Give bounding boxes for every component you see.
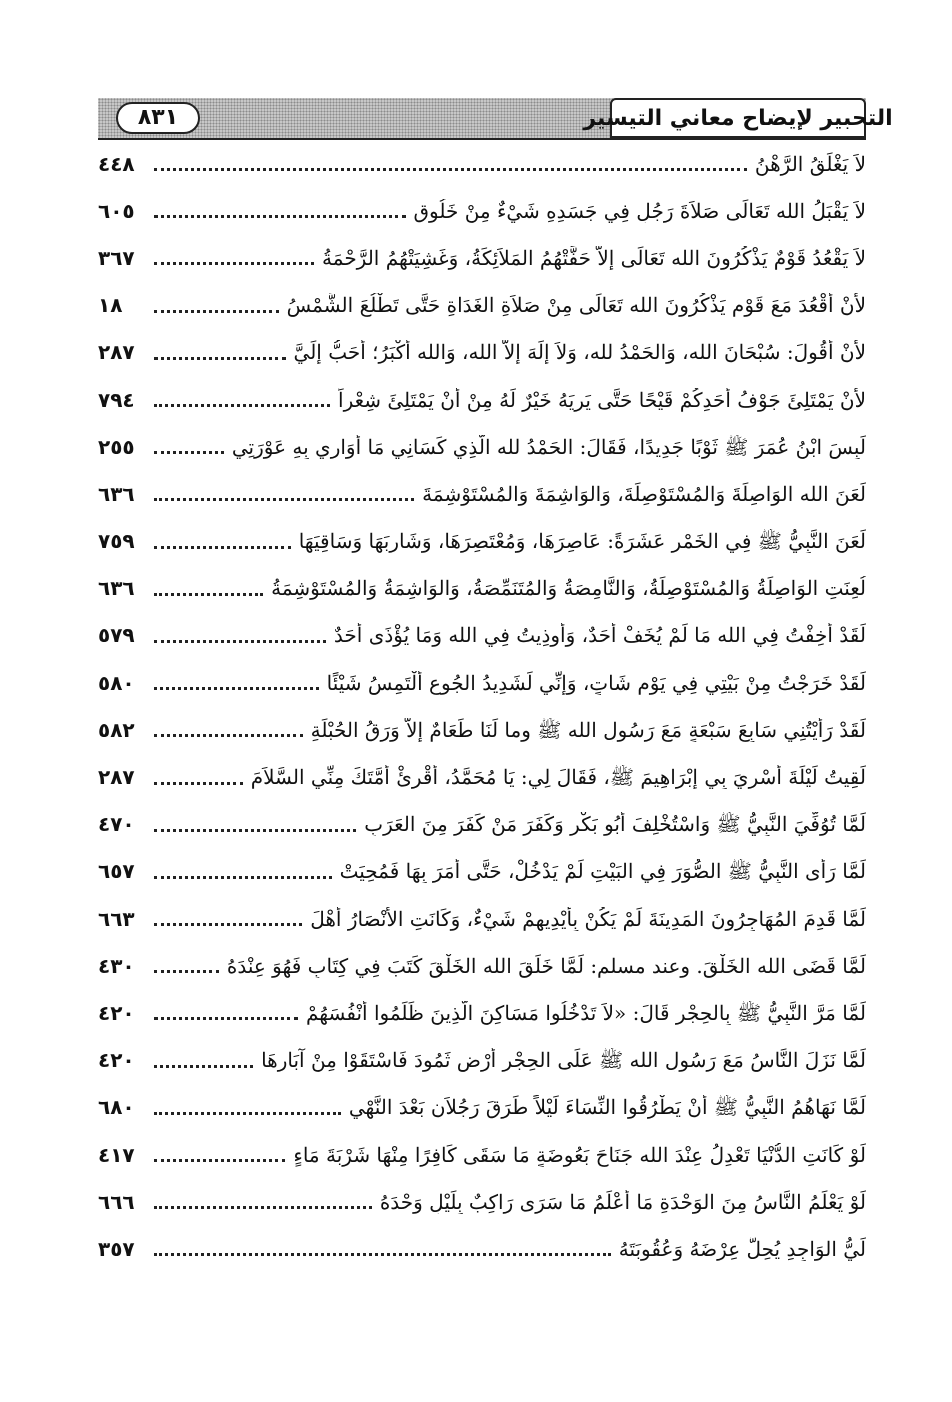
leader-dots: [154, 1112, 341, 1115]
entry-page: ٢٨٧: [98, 765, 135, 790]
entry-page: ٦٥٧: [98, 859, 135, 884]
leader-dots: [154, 970, 219, 973]
entry-text: لأَنْ أَقُولَ: سُبْحَانَ الله، وَالحَمْدُ لله، وَلاَ إِلَهَ إِلاَّ الله، وَالله أَكْبَرُ؛ أَحَبُّ إِلَيَّ: [293, 340, 866, 365]
index-entry: [98, 801, 866, 848]
entry-text: لَمَّا نَهَاهُمُ النَّبِيُّ ﷺ أَنْ يَطْرُقُوا النِّسَاءَ لَيْلاً طَرَقَ رَجُلاَنِ بَعْدَ النَّهْيِ: [348, 1095, 866, 1120]
leader-dots: [154, 1017, 298, 1020]
entry-page: ٤٢٠: [98, 1048, 135, 1073]
index-entry: [98, 659, 866, 706]
entry-text: لَقَدْ خَرَجْتُ مِنْ بَيْتِي فِي يَوْمٍ شَاتٍ، وَإِنِّي لَشَدِيدُ الجُوعِ أَلْتَمِسُ شَيْئًا: [326, 670, 866, 695]
entry-text: لَقَدْ أُخِفْتُ فِي الله مَا لَمْ يُخَفْ أَحَدٌ، وَأُوذِيتُ فِي الله وَمَا يُؤْذَى أَحَدٌ: [333, 623, 866, 648]
entry-text: لُعِنَتِ الوَاصِلَةُ وَالمُسْتَوْصِلَةُ، وَالنَّامِصَةُ وَالمُتَنَمِّصَةُ، وَالوَاشِمَةُ وَالمُسْتَوْشِمَةُ: [271, 576, 866, 601]
entry-page: ٦٠٥: [98, 198, 135, 223]
leader-dots: [154, 782, 243, 785]
entry-text: لأَنْ يَمْتَلِئَ جَوْفُ أَحَدِكُمْ قَيْحًا حَتَّى يَرِيَهُ خَيْرٌ لَهُ مِنْ أَنْ يَمْتَلِئَ شِعْراً: [338, 387, 866, 412]
index-entry: [98, 989, 866, 1036]
entry-text: لَعَنَ الله الوَاصِلَةَ وَالمُسْتَوْصِلَةَ، وَالوَاشِمَةَ وَالمُسْتَوْشِمَةَ: [422, 481, 866, 506]
index-entry: [98, 942, 866, 989]
index-entry: [98, 518, 866, 565]
index-entry: [98, 140, 866, 187]
entry-page: ٦٣٦: [98, 481, 135, 506]
index-entry: [98, 612, 866, 659]
leader-dots: [154, 923, 302, 926]
entry-text: لَوْ يَعْلَمُ النَّاسُ مِنَ الوَحْدَةِ مَا أَعْلَمُ مَا سَرَى رَاكِبٌ بِلَيْلٍ وَحْدَهُ: [379, 1189, 866, 1214]
leader-dots: [154, 1253, 611, 1256]
entry-text: لَمَّا قَدِمَ المُهَاجِرُونَ المَدِينَةَ لَمْ يَكُنْ بِأَيْدِيهِمْ شَيْءٌ، وَكَانَتِ الأَنْصَارُ أَهْلَ: [310, 906, 866, 931]
entry-page: ٤٢٠: [98, 1000, 135, 1025]
entry-text: لَوْ كَانَتِ الدُّنْيَا تَعْدِلُ عِنْدَ الله جَنَاحَ بَعُوضَةٍ مَا سَقَى كَافِرًا مِنْهَا شَرْبَةَ مَاءٍ: [293, 1142, 866, 1167]
index-entry: [98, 470, 866, 517]
leader-dots: [154, 357, 286, 360]
index-entry: [98, 565, 866, 612]
entry-page: ٣٦٧: [98, 245, 135, 270]
index-entry: [98, 1037, 866, 1084]
book-title: التحبير لإيضاح معاني التيسير: [610, 98, 866, 138]
leader-dots: [154, 262, 314, 265]
entry-text: لاَ يَقْبَلُ الله تَعَالَى صَلاَةَ رَجُلٍ فِي جَسَدِهِ شَيْءٌ مِنْ خَلُوقٍ: [413, 198, 866, 223]
entry-text: لَمَّا مَرَّ النَّبِيُّ ﷺ بِالحِجْرِ قَالَ: «لاَ تَدْخُلُوا مَسَاكِنَ الَّذِينَ ظَلَمُوا أَنْفُسَهُمْ: [305, 1000, 866, 1025]
entry-text: لَمَّا نَزَلَ النَّاسُ مَعَ رَسُولِ الله ﷺ عَلَى الحِجْرِ أَرْضِ ثَمُودَ فَاسْتَقَوْا مِنْ آبَارِهَا: [261, 1048, 866, 1073]
leader-dots: [154, 1206, 372, 1209]
entry-page: ٣٥٧: [98, 1236, 135, 1261]
entry-text: لَقِيتُ لَيْلَةَ أُسْرِيَ بِي إِبْرَاهِيمَ ﷺ، فَقَالَ لِي: يَا مُحَمَّدُ، أَقْرِئْ أُمَّتَكَ مِنِّي السَّلاَمَ: [250, 765, 866, 790]
index-entry: [98, 895, 866, 942]
leader-dots: [154, 640, 326, 643]
leader-dots: [154, 404, 330, 407]
leader-dots: [154, 593, 263, 596]
index-entry: [98, 423, 866, 470]
entry-page: ٦٦٦: [98, 1189, 135, 1214]
index-entry: [98, 848, 866, 895]
index-entry: [98, 234, 866, 281]
index-entry: [98, 187, 866, 234]
entry-text: لَمَّا رَأَى النَّبِيُّ ﷺ الصُّوَرَ فِي البَيْتِ لَمْ يَدْخُلْ، حَتَّى أَمَرَ بِهَا فَمُحِيَتْ: [339, 859, 866, 884]
page-number: ٨٣١: [116, 102, 200, 134]
entry-text: لَمَّا قَضَى الله الخَلْقَ. وعند مسلم: لَمَّا خَلَقَ الله الخَلْقَ كَتَبَ فِي كِتَابٍ فَهُوَ عِنْدَهُ: [226, 953, 866, 978]
leader-dots: [154, 310, 279, 313]
entry-text: لأَنْ أَقْعُدَ مَعَ قَوْمٍ يَذْكُرُونَ الله تَعَالَى مِنْ صَلاَةِ الغَدَاةِ حَتَّى تَطْلُعَ الشَّمْسُ: [286, 293, 866, 318]
leader-dots: [154, 451, 224, 454]
leader-dots: [154, 1159, 285, 1162]
leader-dots: [154, 734, 303, 737]
entry-text: لَقَدْ رَأَيْتُنِي سَابِعَ سَبْعَةٍ مَعَ رَسُولِ الله ﷺ وما لَنَا طَعَامٌ إِلاَّ وَرَقُ الحُبْلَةِ: [310, 717, 866, 742]
index-entry: [98, 282, 866, 329]
entry-text: لاَ يَقْعُدُ قَوْمٌ يَذْكُرُونَ الله تَعَالَى إِلاَّ حَفَّتْهُمُ المَلاَئِكَةُ، وَغَشِيَتْهُمُ الرَّحْمَةُ: [322, 245, 866, 270]
leader-dots: [154, 498, 414, 501]
entry-page: ٧٩٤: [98, 387, 135, 412]
entry-page: ٦٣٦: [98, 576, 135, 601]
leader-dots: [154, 168, 747, 171]
index-entry: [98, 329, 866, 376]
leader-dots: [154, 546, 291, 549]
entry-page: ٤١٧: [98, 1142, 135, 1167]
entry-page: ٥٨٢: [98, 717, 135, 742]
leader-dots: [154, 829, 356, 832]
entry-text: لَمَّا تُوُفِّيَ النَّبِيُّ ﷺ وَاسْتُخْلِفَ أَبُو بَكْرٍ وَكَفَرَ مَنْ كَفَرَ مِنَ العَرَبِ: [364, 812, 866, 837]
entry-page: ١٨: [98, 293, 123, 318]
entry-page: ٢٨٧: [98, 340, 135, 365]
entry-text: لاَ يَغْلَقُ الرَّهْنُ: [754, 151, 866, 176]
leader-dots: [154, 876, 332, 879]
entry-text: لَيُّ الوَاجِدِ يُحِلُّ عِرْضَهُ وَعُقُوبَتَهُ: [618, 1236, 866, 1261]
entry-page: ٤٧٠: [98, 812, 135, 837]
index-entry: [98, 376, 866, 423]
entry-page: ٧٥٩: [98, 529, 135, 554]
entry-page: ٢٥٥: [98, 434, 135, 459]
index-entry: [98, 1131, 866, 1178]
leader-dots: [154, 1065, 253, 1068]
index-entry: [98, 1225, 866, 1272]
entry-page: ٦٦٣: [98, 906, 135, 931]
entry-page: ٤٣٠: [98, 953, 135, 978]
entry-page: ٥٨٠: [98, 670, 135, 695]
index-entry: [98, 1084, 866, 1131]
leader-dots: [154, 687, 319, 690]
index-entry: [98, 706, 866, 753]
index-list: [98, 140, 866, 1273]
entry-page: ٤٤٨: [98, 151, 135, 176]
entry-text: لَعَنَ النَّبِيُّ ﷺ فِي الخَمْرِ عَشَرَةً: عَاصِرَهَا، وَمُعْتَصِرَهَا، وَشَارِبَهَا وَسَاقِيَهَا: [298, 529, 866, 554]
index-entry: [98, 1178, 866, 1225]
running-header: [98, 98, 893, 140]
leader-dots: [154, 215, 406, 218]
entry-page: ٥٧٩: [98, 623, 135, 648]
entry-text: لَبِسَ ابْنُ عُمَرَ ﷺ ثَوْبًا جَدِيدًا، فَقَالَ: الحَمْدُ لله الَّذِي كَسَانِي مَا أُوَارِي بِهِ عَوْرَتِي: [231, 434, 866, 459]
entry-page: ٦٨٠: [98, 1095, 135, 1120]
index-entry: [98, 753, 866, 800]
